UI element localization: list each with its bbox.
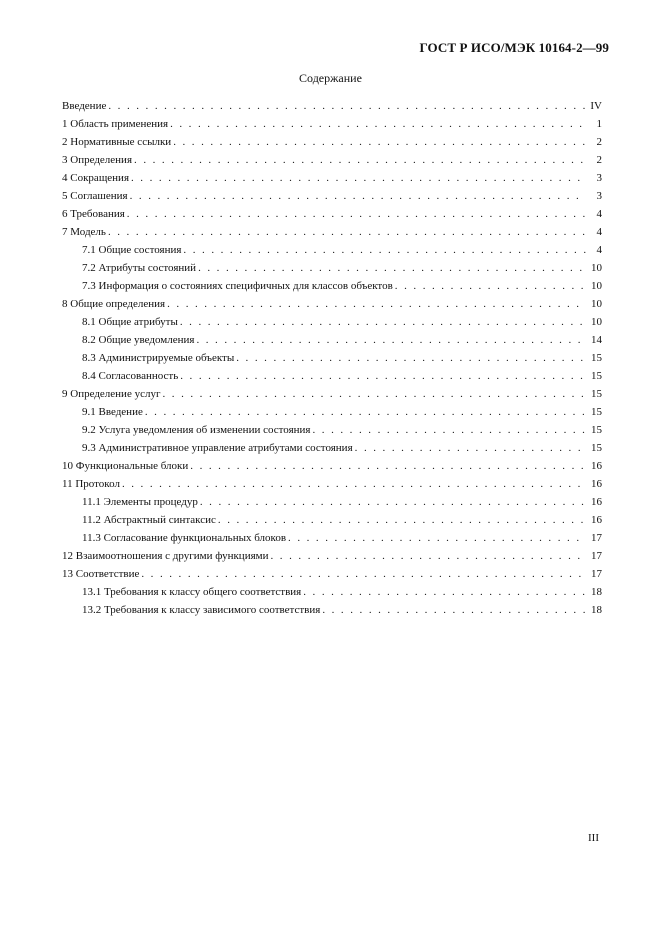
toc-entry [62, 532, 602, 550]
toc-entry [62, 136, 602, 154]
toc-entry-title: 11.3 Согласование функциональных блоков [82, 532, 287, 544]
toc-leader-dots [200, 496, 586, 508]
toc-entry [62, 100, 602, 118]
toc-entry-page: 15 [591, 388, 602, 400]
toc-entry-page: 2 [596, 136, 602, 148]
toc-entry-title: 7.3 Информация о состояниях специфичных для классов объектов [82, 280, 393, 292]
toc-leader-dots [236, 352, 586, 364]
toc-leader-dots [395, 280, 586, 292]
toc-entry-title: 13 Соответствие [62, 568, 140, 580]
toc-entry-title: 4 Сокращения [62, 172, 129, 184]
toc-entry [62, 208, 602, 226]
toc-entry-title: 9.1 Введение [82, 406, 143, 418]
toc-entry-page: 16 [591, 514, 602, 526]
toc-leader-dots [180, 316, 586, 328]
toc-entry [62, 406, 602, 424]
toc-leader-dots [130, 190, 586, 202]
toc-leader-dots [322, 604, 586, 616]
toc-entry-title: 8.4 Согласованность [82, 370, 179, 382]
toc-entry-page: 17 [591, 568, 602, 580]
document-header-id: ГОСТ Р ИСО/МЭК 10164-2—99 [419, 40, 609, 55]
toc-leader-dots [355, 442, 586, 454]
toc-entry-title: 10 Функциональные блоки [62, 460, 189, 472]
page-number: III [588, 832, 599, 844]
toc-entry [62, 154, 602, 172]
toc-entry-page: 10 [591, 316, 602, 328]
toc-entry [62, 550, 602, 568]
toc-entry-page: 10 [591, 298, 602, 310]
toc-entry [62, 370, 602, 388]
table-of-contents [62, 100, 602, 622]
toc-entry-title: 5 Соглашения [62, 190, 128, 202]
toc-entry-page: 15 [591, 406, 602, 418]
toc-entry-title: 12 Взаимоотношения с другими функциями [62, 550, 269, 562]
toc-title: Содержание [299, 71, 362, 85]
toc-entry [62, 334, 602, 352]
toc-entry [62, 568, 602, 586]
toc-entry-title: 9.3 Административное управление атрибутами состояния [82, 442, 353, 454]
toc-entry-title: 8.3 Администрируемые объекты [82, 352, 235, 364]
toc-entry [62, 190, 602, 208]
toc-leader-dots [218, 514, 586, 526]
toc-leader-dots [162, 388, 586, 400]
toc-leader-dots [122, 478, 586, 490]
toc-entry-page: 10 [591, 280, 602, 292]
toc-entry-title: 1 Область применения [62, 118, 169, 130]
toc-entry-page: 17 [591, 532, 602, 544]
toc-entry [62, 226, 602, 244]
toc-entry-page: 2 [596, 154, 602, 166]
toc-entry-title: 13.1 Требования к классу общего соответствия [82, 586, 302, 598]
toc-entry [62, 496, 602, 514]
toc-leader-dots [108, 226, 586, 238]
toc-leader-dots [131, 172, 586, 184]
toc-entry-page: 10 [591, 262, 602, 274]
toc-entry-title: 13.2 Требования к классу зависимого соответствия [82, 604, 321, 616]
toc-entry [62, 118, 602, 136]
toc-entry [62, 244, 602, 262]
toc-entry-page: 14 [591, 334, 602, 346]
toc-leader-dots [288, 532, 586, 544]
toc-entry-title: 6 Требования [62, 208, 125, 220]
toc-entry-page: 16 [591, 496, 602, 508]
toc-leader-dots [173, 136, 586, 148]
toc-entry [62, 586, 602, 604]
toc-entry [62, 280, 602, 298]
toc-entry-title: 3 Определения [62, 154, 133, 166]
toc-entry [62, 316, 602, 334]
toc-entry-title: 9 Определение услуг [62, 388, 161, 400]
toc-entry-page: 3 [596, 172, 602, 184]
toc-entry [62, 298, 602, 316]
toc-leader-dots [127, 208, 586, 220]
toc-entry [62, 172, 602, 190]
toc-entry-title: 2 Нормативные ссылки [62, 136, 172, 148]
toc-entry-page: 1 [596, 118, 602, 130]
toc-entry-title: 11.2 Абстрактный синтаксис [82, 514, 216, 526]
toc-entry [62, 352, 602, 370]
toc-entry-page: 3 [596, 190, 602, 202]
toc-leader-dots [198, 262, 586, 274]
toc-entry-title: 9.2 Услуга уведомления об изменении состояния [82, 424, 311, 436]
toc-entry-page: 15 [591, 352, 602, 364]
toc-entry-title: 11.1 Элементы процедур [82, 496, 198, 508]
toc-entry-title: 8.2 Общие уведомления [82, 334, 195, 346]
toc-leader-dots [170, 118, 586, 130]
toc-entry-page: 15 [591, 370, 602, 382]
toc-leader-dots [196, 334, 586, 346]
toc-entry-title: 7.2 Атрибуты состояний [82, 262, 197, 274]
toc-leader-dots [167, 298, 586, 310]
toc-leader-dots [145, 406, 586, 418]
toc-entry [62, 442, 602, 460]
toc-entry-page: 4 [596, 226, 602, 238]
toc-entry-title: Введение [62, 100, 107, 112]
toc-entry-title: 7 Модель [62, 226, 106, 238]
toc-entry-title: 11 Протокол [62, 478, 120, 490]
toc-entry-page: 18 [591, 586, 602, 598]
toc-leader-dots [141, 568, 586, 580]
toc-entry-title: 7.1 Общие состояния [82, 244, 182, 256]
toc-entry-page: IV [590, 100, 602, 112]
toc-entry-page: 4 [596, 208, 602, 220]
toc-entry-title: 8.1 Общие атрибуты [82, 316, 178, 328]
toc-leader-dots [312, 424, 586, 436]
toc-leader-dots [303, 586, 586, 598]
toc-entry [62, 424, 602, 442]
toc-entry-page: 17 [591, 550, 602, 562]
toc-entry-page: 15 [591, 424, 602, 436]
toc-entry-page: 15 [591, 442, 602, 454]
toc-entry-page: 16 [591, 478, 602, 490]
toc-leader-dots [271, 550, 587, 562]
toc-entry-title: 8 Общие определения [62, 298, 166, 310]
toc-entry [62, 262, 602, 280]
toc-entry [62, 460, 602, 478]
toc-entry-page: 16 [591, 460, 602, 472]
toc-entry [62, 514, 602, 532]
toc-entry [62, 478, 602, 496]
toc-leader-dots [190, 460, 586, 472]
toc-entry-page: 18 [591, 604, 602, 616]
toc-leader-dots [134, 154, 586, 166]
toc-entry [62, 604, 602, 622]
toc-leader-dots [183, 244, 586, 256]
toc-entry [62, 388, 602, 406]
toc-entry-page: 4 [596, 244, 602, 256]
toc-leader-dots [108, 100, 586, 112]
toc-leader-dots [180, 370, 586, 382]
